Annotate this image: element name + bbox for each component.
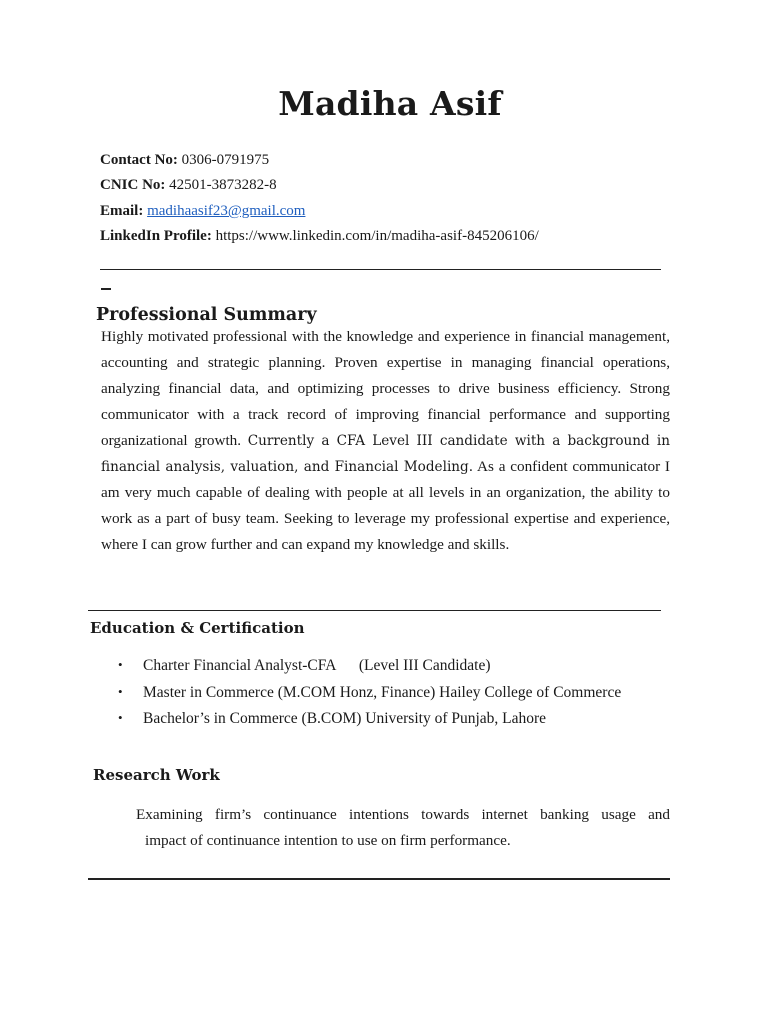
research-line-1: Examining firm’s continuance intentions towards internet banking usage and — [136, 806, 670, 823]
contact-linkedin — [100, 228, 539, 245]
summary-text-after: As a confident communicator I am very much capable of dealing with people at all levels in an organization, the ability to work as a part of busy team. Seeking to leverage my professional expertise and experience, where I can grow further and can expand my knowledge and skills. — [101, 458, 670, 553]
contact-email — [100, 203, 305, 220]
research-paragraph — [136, 802, 670, 854]
bullet-icon: • — [118, 684, 123, 699]
email-link[interactable]: madihaasif23@gmail.com — [147, 203, 306, 219]
resume-name: Madiha Asif — [278, 84, 502, 123]
cnic-label: CNIC No: — [100, 177, 166, 193]
summary-text-bold: Currently a CFA Level III candidate with a background in financial analysis, valuation, and Financial Modeling. — [101, 433, 671, 475]
education-title: Education & Certification — [90, 619, 305, 637]
divider-top — [100, 269, 661, 270]
divider-bottom — [88, 878, 670, 880]
education-item: Master in Commerce (M.COM Honz, Finance) Hailey College of Commerce — [143, 684, 622, 701]
divider-dash — [101, 288, 111, 290]
bullet-icon: • — [118, 657, 123, 672]
education-item: Charter Financial Analyst-CFA (Level III Candidate) — [143, 657, 491, 674]
linkedin-value: https://www.linkedin.com/in/madiha-asif-845206106/ — [215, 228, 539, 244]
email-label: Email: — [100, 203, 144, 219]
research-line-2: impact of continuance intention to use on firm performance. — [145, 832, 511, 849]
phone-value: 0306-0791975 — [181, 152, 270, 168]
research-title: Research Work — [93, 766, 220, 784]
contact-cnic — [100, 177, 277, 194]
linkedin-label: LinkedIn Profile: — [100, 228, 212, 244]
education-item: Bachelor’s in Commerce (B.COM) University of Punjab, Lahore — [143, 710, 547, 727]
summary-text-before: Highly motivated professional with the knowledge and experience in financial management, accounting and strategic planning. Proven expertise in managing financial operations, analyzing financial data, and optimizing processes to drive business efficiency. Strong communicator with a track record of improving financial performance and supporting organizational growth. — [101, 328, 670, 449]
bullet-icon: • — [118, 710, 123, 725]
summary-paragraph — [101, 324, 670, 558]
cnic-value: 42501-3873282-8 — [169, 177, 277, 193]
summary-title: Professional Summary — [96, 305, 317, 325]
phone-label: Contact No: — [100, 152, 178, 168]
divider-summary — [88, 610, 661, 611]
contact-phone — [100, 152, 269, 169]
